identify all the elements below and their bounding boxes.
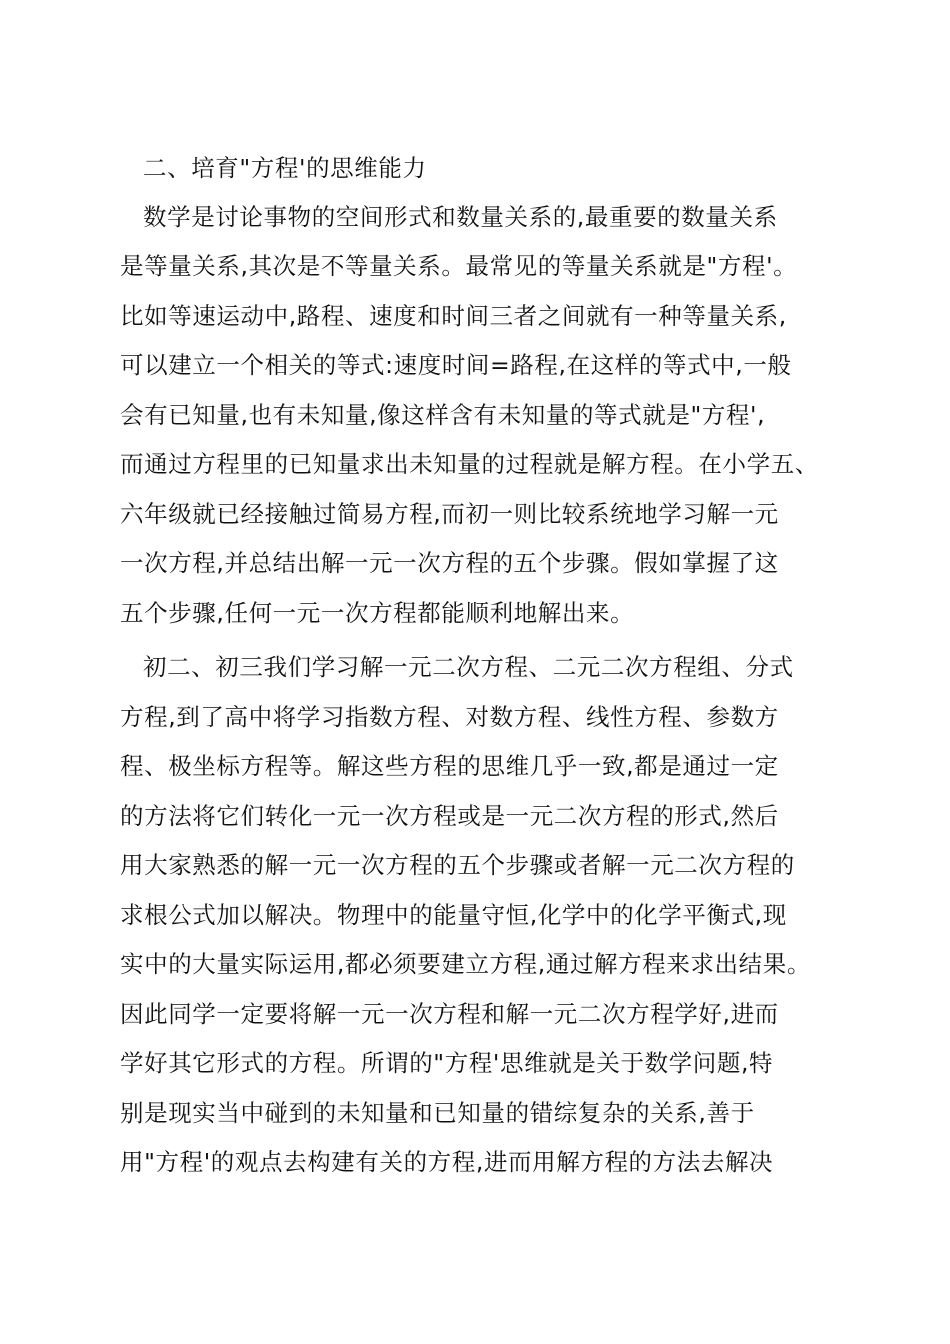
paragraph-line: 而通过方程里的已知量求出未知量的过程就是解方程。在小学五、 [120, 450, 819, 478]
paragraph-line: 实中的大量实际运用,都必须要建立方程,通过解方程来求出结果。 [120, 950, 811, 978]
paragraph-line: 初二、初三我们学习解一元二次方程、二元二次方程组、分式 [143, 653, 794, 681]
paragraph-line: 是等量关系,其次是不等量关系。最常见的等量关系就是"方程'。 [120, 252, 798, 280]
paragraph-line: 程、极坐标方程等。解这些方程的思维几乎一致,都是通过一定 [120, 752, 779, 780]
paragraph-line: 方程,到了高中将学习指数方程、对数方程、线性方程、参数方 [120, 703, 779, 731]
paragraph-line: 因此同学一定要将解一元一次方程和解一元二次方程学好,进而 [120, 1000, 779, 1028]
paragraph-line: 的方法将它们转化一元一次方程或是一元二次方程的形式,然后 [120, 802, 779, 830]
paragraph-line: 比如等速运动中,路程、速度和时间三者之间就有一种等量关系, [120, 302, 787, 330]
paragraph-line: 用大家熟悉的解一元一次方程的五个步骤或者解一元二次方程的 [120, 851, 795, 879]
section-heading: 二、培育"方程'的思维能力 [143, 154, 427, 182]
paragraph-line: 数学是讨论事物的空间形式和数量关系的,最重要的数量关系 [143, 203, 778, 231]
paragraph-line: 会有已知量,也有未知量,像这样含有未知量的等式就是"方程', [120, 401, 766, 429]
paragraph-line: 求根公式加以解决。物理中的能量守恒,化学中的化学平衡式,现 [120, 901, 787, 929]
paragraph-line: 一次方程,并总结出解一元一次方程的五个步骤。假如掌握了这 [120, 549, 779, 577]
paragraph-line: 别是现实当中碰到的未知量和已知量的错综复杂的关系,善于 [120, 1099, 755, 1127]
paragraph-line: 学好其它形式的方程。所谓的"方程'思维就是关于数学问题,特 [120, 1049, 774, 1077]
paragraph-line: 六年级就已经接触过简易方程,而初一则比较系统地学习解一元 [120, 500, 779, 528]
paragraph-line: 可以建立一个相关的等式:速度时间=路程,在这样的等式中,一般 [120, 351, 792, 379]
paragraph-line: 用"方程'的观点去构建有关的方程,进而用解方程的方法去解决 [120, 1148, 774, 1176]
paragraph-line: 五个步骤,任何一元一次方程都能顺利地解出来。 [120, 599, 635, 627]
